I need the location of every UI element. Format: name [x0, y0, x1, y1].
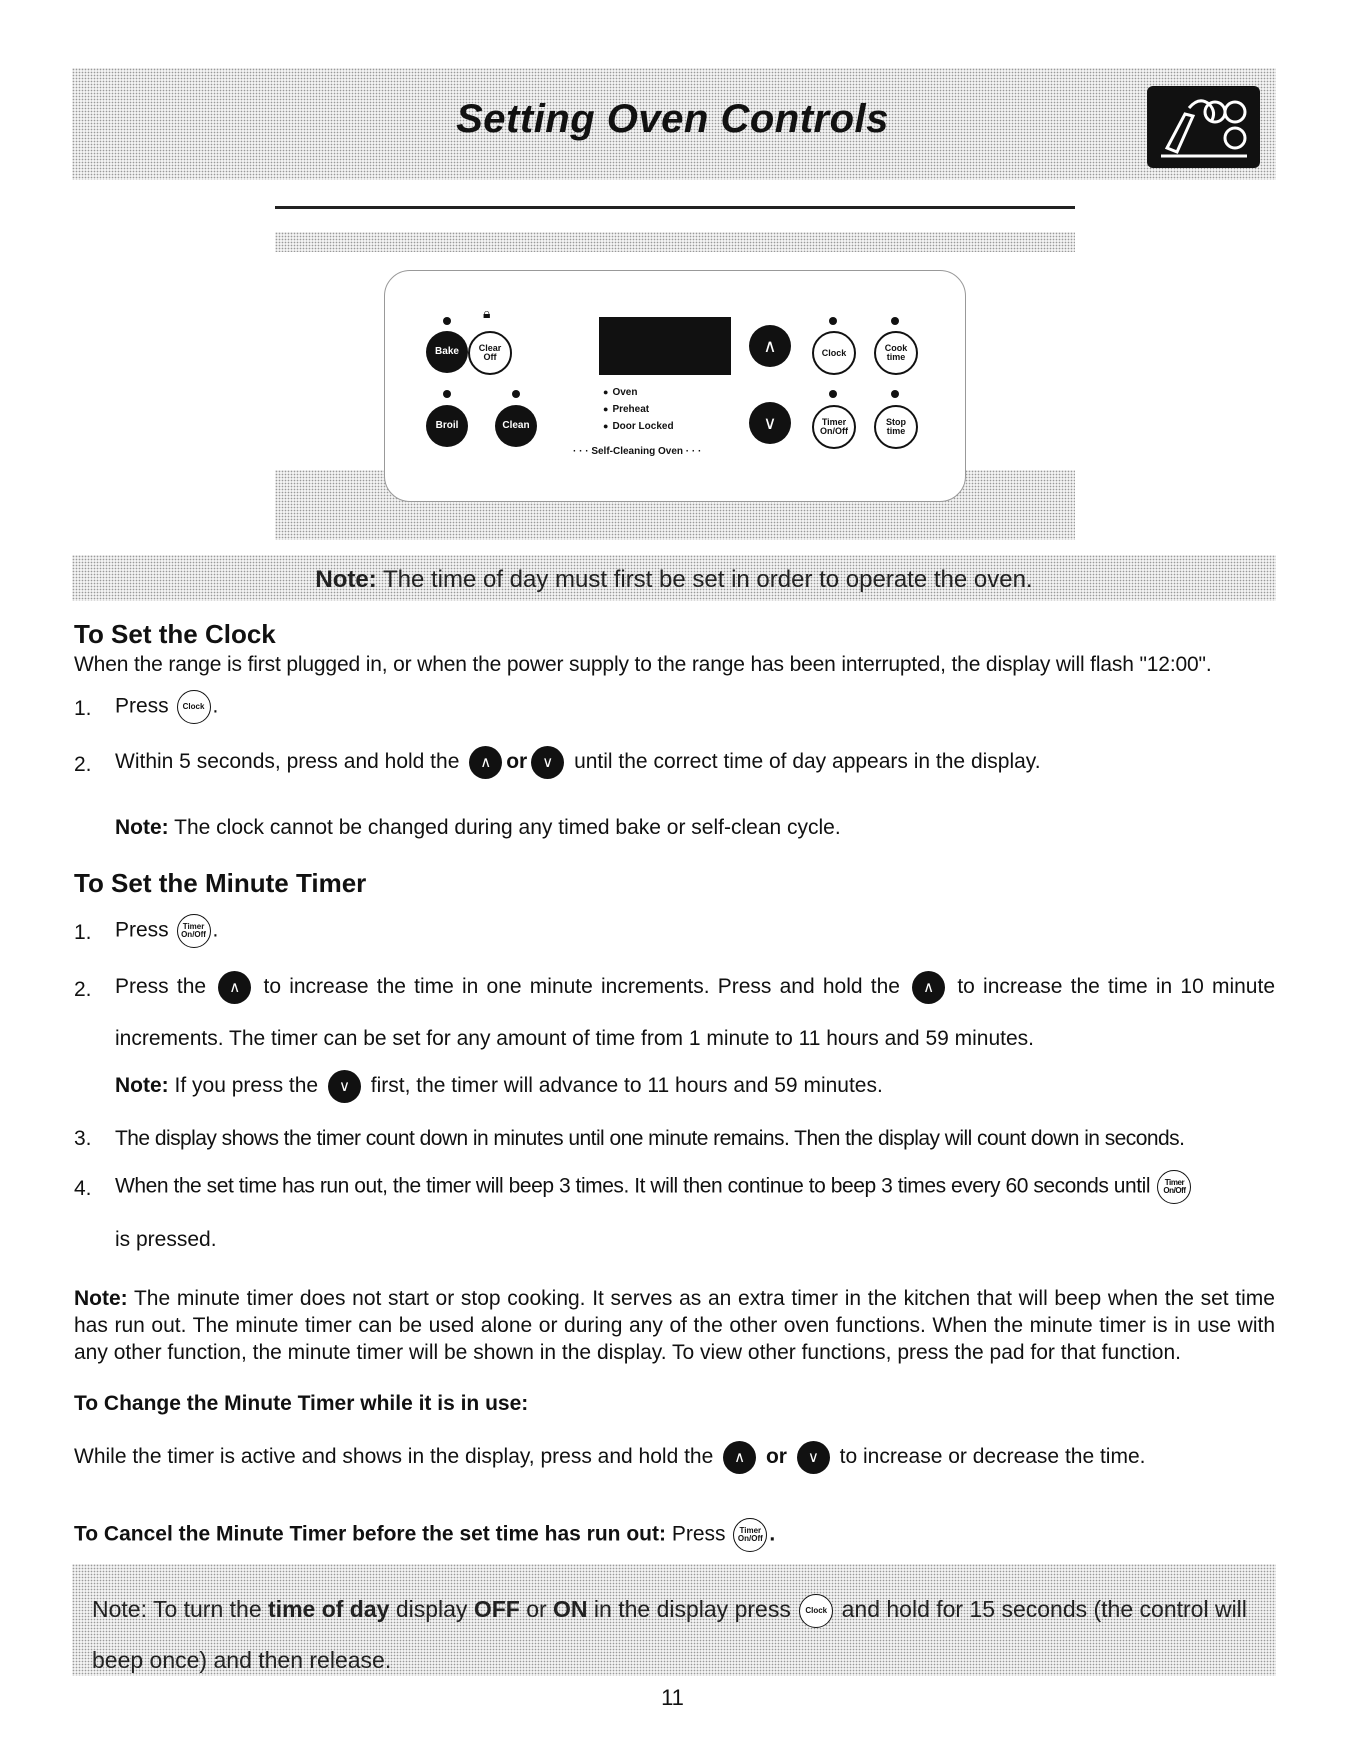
broil-indicator-dot [443, 390, 451, 398]
divider-rule [275, 206, 1075, 209]
up-arrow-icon: ∧ [469, 746, 502, 779]
timer-step-3: The display shows the timer count down in minutes until one minute remains. Then the display will count down in seconds. [115, 1127, 1185, 1150]
timer-step-1-number: 1. [74, 921, 92, 944]
indicator-door-locked: ● Door Locked [603, 421, 674, 432]
bake-indicator-dot [443, 317, 451, 325]
timer-step-4-number: 4. [74, 1177, 92, 1200]
timer-pad-icon: Timer On/Off [733, 1518, 767, 1552]
lock-icon: 🔒︎ [483, 305, 491, 321]
oven-controls-icon [1147, 86, 1260, 168]
display-screen [599, 317, 731, 375]
heading-set-minute-timer: To Set the Minute Timer [74, 868, 367, 898]
clock-pad-icon: Clock [799, 1594, 833, 1628]
broil-button[interactable]: Broil [426, 405, 468, 447]
bake-button[interactable]: Bake [426, 331, 468, 373]
self-cleaning-label: · · · Self-Cleaning Oven · · · [573, 446, 702, 457]
clear-off-button[interactable]: Clear Off [468, 331, 512, 375]
timer-step-4: When the set time has run out, the timer will beep 3 times. It will then continue to beep 3 times every 60 seconds until Timer On/Off [115, 1170, 1280, 1204]
timer-step-4-continued: is pressed. [115, 1228, 217, 1251]
down-arrow-button[interactable]: ∨ [749, 402, 791, 444]
down-arrow-icon: ∨ [797, 1441, 830, 1474]
change-timer-text: While the timer is active and shows in the display, press and hold the ∧ or ∨ to increase or decrease the time. [74, 1441, 1145, 1474]
timer-step-2-continued: increments. The timer can be set for any amount of time from 1 minute to 11 hours and 59 minutes. [115, 1027, 1035, 1050]
cook-time-button[interactable]: Cook time [874, 331, 918, 375]
timer-onoff-button[interactable]: Timer On/Off [812, 405, 856, 449]
timer-step-1: Press Timer On/Off . [115, 914, 218, 948]
page-number: 11 [661, 1685, 684, 1710]
control-panel [384, 270, 966, 502]
timer-pad-icon: Timer On/Off [1157, 1170, 1191, 1204]
clock-step-1: Press Clock . [115, 690, 218, 724]
up-arrow-icon: ∧ [218, 971, 251, 1004]
clock-intro: When the range is first plugged in, or when the power supply to the range has been interrupted, the display will flash "12:00". [74, 653, 1212, 676]
heading-change-minute-timer: To Change the Minute Timer while it is in use: [74, 1392, 529, 1415]
clock-indicator-dot [829, 317, 837, 325]
timer-pad-icon: Timer On/Off [177, 914, 211, 948]
clock-step-2: Within 5 seconds, press and hold the ∧ or ∨ until the correct time of day appears in the display. [115, 746, 1041, 779]
up-arrow-icon: ∧ [912, 971, 945, 1004]
indicator-oven: ● Oven [603, 387, 637, 398]
clock-pad-icon: Clock [177, 690, 211, 724]
heading-set-clock: To Set the Clock [74, 619, 276, 649]
up-arrow-icon: ∧ [723, 1441, 756, 1474]
timer-step-2: Press the ∧ to increase the time in one minute increments. Press and hold the ∧ to increase the time in 10 minute [115, 971, 1275, 1004]
clock-note: Note: The clock cannot be changed during any timed bake or self-clean cycle. [115, 816, 841, 839]
timer-indicator-dot [829, 390, 837, 398]
down-arrow-icon: ∨ [531, 746, 564, 779]
panel-band-top [275, 232, 1075, 252]
down-arrow-icon: ∨ [328, 1070, 361, 1103]
minute-timer-note: Note: The minute timer does not start or stop cooking. It serves as an extra timer in the kitchen that will beep when the set time has run out. The minute timer can be used alone or during any of the other oven functions. When the minute timer is in use with any other function, the minute timer will be shown in the display. To view other functions, press the pad for that function. [74, 1287, 1275, 1364]
note-time-of-day-required: Note: The time of day must first be set in order to operate the oven. [315, 566, 1033, 593]
stop-time-indicator-dot [891, 390, 899, 398]
indicator-preheat: ● Preheat [603, 404, 649, 415]
clean-indicator-dot [512, 390, 520, 398]
timer-step-3-number: 3. [74, 1127, 92, 1150]
clock-button[interactable]: Clock [812, 331, 856, 375]
page-title: Setting Oven Controls [456, 97, 889, 141]
up-arrow-button[interactable]: ∧ [749, 325, 791, 367]
timer-step-2-number: 2. [74, 978, 92, 1001]
clean-button[interactable]: Clean [495, 405, 537, 447]
stop-time-button[interactable]: Stop time [874, 405, 918, 449]
cook-time-indicator-dot [891, 317, 899, 325]
timer-step-2-note: Note: If you press the ∨ first, the timer will advance to 11 hours and 59 minutes. [115, 1070, 883, 1103]
cancel-timer-text: To Cancel the Minute Timer before the set time has run out: Press Timer On/Off . [74, 1518, 775, 1552]
clock-step-2-number: 2. [74, 753, 92, 776]
note-time-of-day-display: Note: To turn the time of day display OFF or ON in the display press Clock and hold for 15 seconds (the control will beep once) and then release. [92, 1584, 1267, 1686]
clock-step-1-number: 1. [74, 697, 92, 720]
